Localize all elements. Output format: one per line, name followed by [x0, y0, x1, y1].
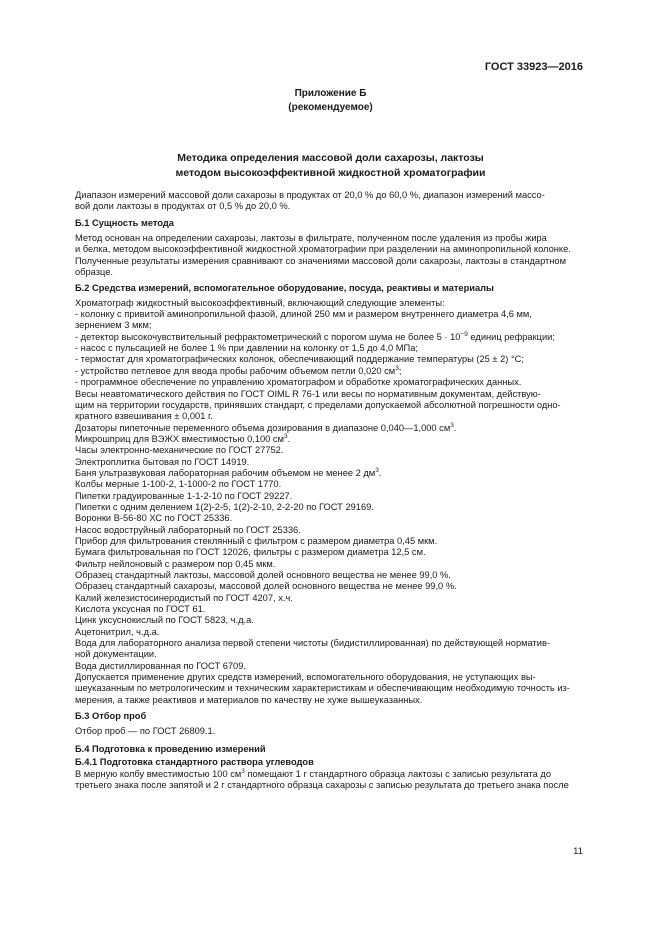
section-b41-heading: Б.4.1 Подготовка стандартного раствора углеводов — [75, 757, 314, 768]
detector-text-end: единиц рефракции; — [467, 331, 555, 342]
syringe-text-end: . — [287, 433, 291, 444]
b41-text-start: В мерную колбу вместимостью 100 см — [75, 768, 242, 779]
section-b2-heading: Б.2 Средства измерений, вспомогательное оборудование, посуда, реактивы и материалы — [75, 283, 494, 294]
method-title-line1: Методика определения массовой доли сахарозы, лактозы — [177, 152, 484, 164]
syringe-exponent: 3 — [283, 432, 288, 440]
equipment-item: Калий железистосинеродистый по ГОСТ 4207, х.ч. — [75, 592, 293, 603]
scales-line: кратного взвешивания ± 0,001 г. — [75, 411, 213, 422]
injector-exponent: 3 — [395, 364, 399, 372]
bath-exponent: 3 — [375, 466, 379, 474]
bath-line — [75, 468, 585, 479]
equipment-item: Пипетки с одним делением 1(2)-2-5, 1(2)-2-10, 2-2-20 по ГОСТ 29169. — [75, 501, 374, 512]
equipment-item: Кислота уксусная по ГОСТ 61. — [75, 604, 206, 615]
equipment-item: Прибор для фильтрования стеклянный с фильтром с размером диаметра 0,45 мкм. — [75, 535, 438, 546]
document-body — [75, 190, 585, 791]
b1-line: Метод основан на определении сахарозы, лактозы в фильтрате, полученном после удаления из пробы жира — [75, 233, 547, 244]
bath-text-end: . — [378, 467, 382, 478]
annex-title: Приложение Б — [294, 88, 367, 99]
equipment-item: Часы электронно-механические по ГОСТ 27752. — [75, 445, 284, 456]
equipment-item: Пипетки градуированные 1-1-2-10 по ГОСТ 29227. — [75, 490, 293, 501]
scales-line: Весы неавтоматического действия по ГОСТ OIML R 76-1 или весы по нормативным документам, действую- — [75, 388, 541, 399]
injector-text: - устройство петлевое для ввода пробы рабочим объемом петли 0,020 см — [75, 365, 396, 376]
b1-line: образце. — [75, 267, 113, 278]
equipment-item: Насос водоструйный лабораторный по ГОСТ 25336. — [75, 524, 301, 535]
page-number: 11 — [573, 846, 583, 857]
section-b3-heading: Б.3 Отбор проб — [75, 711, 147, 722]
column-line: - колонку с привитой аминопропильной фазой, длиной 250 мм и размером внутреннего диаметра 4,6 мм, — [75, 309, 532, 320]
injector-line — [75, 366, 585, 377]
dispensers-line — [75, 423, 585, 434]
section-b4-heading: Б.4 Подготовка к проведению измерений — [75, 743, 266, 754]
intro-line2: вой доли лактозы в продуктах от 0,5 % до 20,0 %. — [75, 201, 291, 212]
bath-text: Баня ультразвуковая лабораторная рабочим объемом не менее 2 дм — [75, 467, 376, 478]
b41-text-end: помещают 1 г стандартного образца лактозы с записью результата до — [244, 768, 552, 779]
injector-text-end: ; — [398, 365, 402, 376]
b41-exponent: 3 — [241, 767, 245, 775]
equipment-item: Фильтр нейлоновый с размером пор 0,45 мкм. — [75, 558, 276, 569]
water-line: Вода для лабораторного анализа первой степени чистоты (бидистиллированная) по действующей норматив- — [75, 638, 550, 649]
syringe-line — [75, 434, 585, 445]
equipment-item: Воронки В-56-80 ХС по ГОСТ 25336. — [75, 513, 233, 524]
dispensers-text-end: . — [453, 422, 457, 433]
equipment-item: Электроплитка бытовая по ГОСТ 14919. — [75, 456, 250, 467]
column-line: зернением 3 мкм; — [75, 320, 152, 331]
allowed-line: мерения, а также реактивов и материалов по качеству не хуже вышеуказанных. — [75, 694, 423, 705]
equipment-item: Цинк уксуснокислый по ГОСТ 5823, ч.д.а. — [75, 615, 254, 626]
allowed-line: Допускается применение других средств измерений, вспомогательного оборудования, не уступающих вы- — [75, 672, 536, 683]
detector-exponent: −9 — [460, 330, 468, 338]
dispensers-exponent: 3 — [450, 421, 454, 429]
b3-text: Отбор проб — по ГОСТ 26809.1. — [75, 726, 216, 737]
b41-line: третьего знака после запятой и 2 г стандартного образца сахарозы с записью результата до третьего знака после — [75, 779, 569, 790]
annex-status: (рекомендуемое) — [288, 102, 373, 113]
equipment-item: Образец стандартный сахарозы, массовой долей основного вещества не менее 99,0 %. — [75, 581, 457, 592]
chromatograph-line: Хроматограф жидкостный высокоэффективный, включающий следующие элементы: — [75, 297, 445, 308]
water-line: ной документации. — [75, 649, 157, 660]
equipment-item: Образец стандартный лактозы, массовой долей основного вещества не менее 99,0 %. — [75, 570, 451, 580]
intro-line1: Диапазон измерений массовой доли сахарозы в продуктах от 20,0 % до 60,0 %, диапазон измерений массо- — [75, 190, 545, 200]
section-b1-heading: Б.1 Сущность метода — [75, 217, 174, 228]
equipment-item: Бумага фильтровальная по ГОСТ 12026, фильтры с размером диаметра 12,5 см. — [75, 547, 426, 558]
syringe-text: Микрошприц для ВЭЖХ вместимостью 0,100 см — [75, 433, 284, 444]
thermostat-line: - термостат для хроматографических колонок, обеспечивающий поддержание температуры (25 ± 2) °С; — [75, 354, 524, 365]
detector-line — [75, 332, 585, 343]
equipment-item: Ацетонитрил, ч.д.а. — [75, 626, 160, 637]
method-title — [0, 151, 661, 180]
b1-line: и белка, методом высокоэффективной жидкостной хроматографии при разделении на аминопропильной колонке. — [75, 244, 571, 255]
software-line: - программное обеспечение по управлению хроматографом и обработке хроматографических данных. — [75, 377, 522, 388]
distilled-water-line: Вода дистиллированная по ГОСТ 6709. — [75, 660, 246, 671]
method-title-line2: методом высокоэффективной жидкостной хроматографии — [175, 166, 486, 179]
detector-text: - детектор высокочувствительный рефрактометрический с порогом шума не более 5 · 10 — [75, 331, 461, 342]
document-header: ГОСТ 33923—2016 — [484, 61, 583, 73]
equipment-item: Колбы мерные 1-100-2, 1-1000-2 по ГОСТ 1770. — [75, 479, 282, 490]
allowed-line: шеуказанным по метрологическим и техническим характеристикам и обеспечивающим необходимую точность из- — [75, 683, 570, 694]
scales-line: щим на территории государств, принявших стандарт, с пределами допускаемой абсолютной погрешности одно- — [75, 399, 561, 410]
b1-line: Полученные результаты измерения сравнивают со значениями массовой доли сахарозы, лактозы в стандартном — [75, 255, 566, 266]
b41-line — [75, 769, 585, 780]
dispensers-text: Дозаторы пипеточные переменного объема дозирования в диапазоне 0,040—1,000 см — [75, 422, 451, 433]
pump-line: - насос с пульсацией не более 1 % при давлении на колонку от 1,5 до 4,0 МПа; — [75, 343, 418, 354]
